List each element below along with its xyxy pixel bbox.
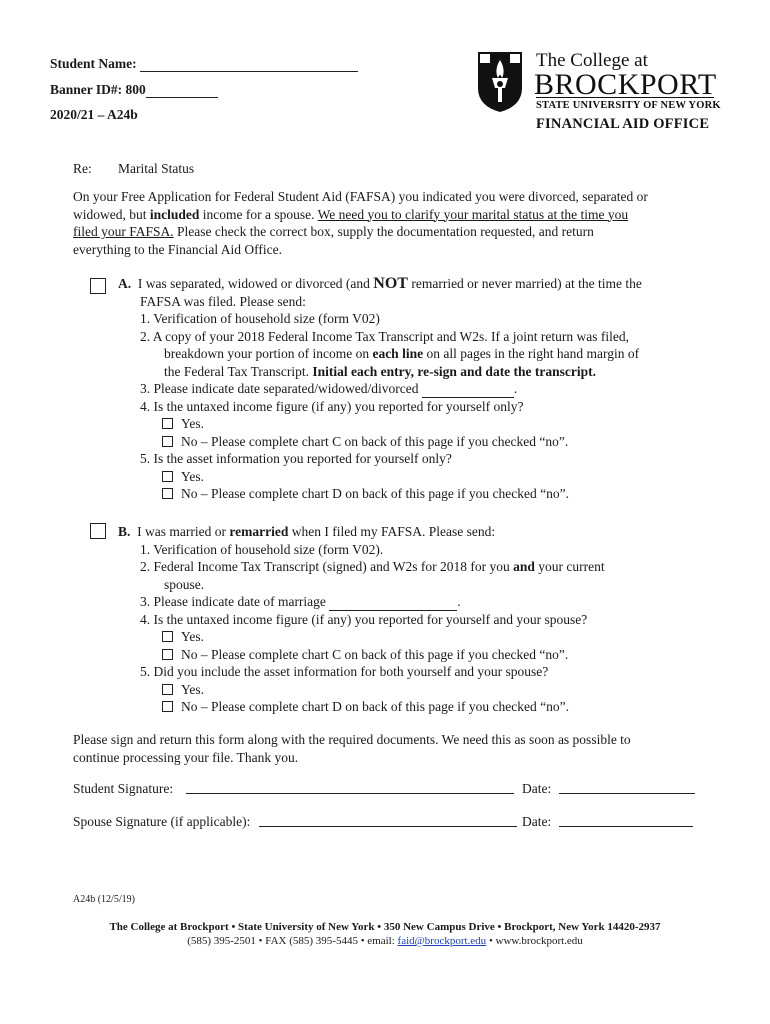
closing-paragraph: Please sign and return this form along with the required documents. We need this as soon as possible to continue processing your file. Thank you. [73, 732, 631, 765]
section-b-item5: 5. Did you include the asset information for both yourself and your spouse? [140, 664, 549, 679]
section-a-item1: 1. Verification of household size (form V02) [140, 311, 380, 326]
section-b-q4-yes-checkbox[interactable] [162, 631, 173, 642]
section-a-q4-yes-checkbox[interactable] [162, 418, 173, 429]
spouse-signature-label: Spouse Signature (if applicable): [73, 814, 251, 829]
section-a-q4-no-checkbox[interactable] [162, 436, 173, 447]
date-separated-field[interactable] [422, 385, 514, 398]
student-signature-field[interactable] [186, 793, 514, 794]
spouse-signature-field[interactable] [259, 826, 517, 827]
banner-id-field[interactable] [146, 83, 218, 98]
section-a-item5: 5. Is the asset information you reported for yourself only? [140, 451, 452, 466]
student-signature-label: Student Signature: [73, 781, 174, 796]
form-code: 2020/21 – A24b [50, 107, 138, 122]
section-b-q5-no-checkbox[interactable] [162, 701, 173, 712]
student-name-label: Student Name: [50, 56, 137, 71]
section-a-item2: 2. A copy of your 2018 Federal Income Tax Transcript and W2s. If a joint return was filed, [140, 328, 629, 344]
re-subject: Marital Status [118, 161, 195, 176]
section-b: B. I was married or remarried when I filed my FAFSA. Please send: 1. Verification of household size (form V02). 2. Federal Income Tax Transcript (signed) and W2s for 2018 for you and your current spouse. 3. Please indicate date of marriage . 4. Is the untaxed income figure (if any) you reported for yourself and your spouse? Yes. No – Please complete chart C on back of this page if you checked “no”. 5. Did you include the asset information for both yourself and your spouse? Yes. No – Please complete chart D on back of this page if you checked “no”. [118, 523, 718, 716]
logo-divider [536, 97, 714, 98]
student-date-label: Date: [522, 781, 552, 796]
section-b-letter: B. [118, 524, 131, 539]
intro-line3: filed your FAFSA. Please check the correct box, supply the documentation requested, and return [73, 224, 594, 239]
banner-id-row [50, 82, 218, 98]
logo-line4: FINANCIAL AID OFFICE [536, 116, 710, 132]
section-a-checkbox[interactable] [90, 278, 106, 294]
section-b-item4: 4. Is the untaxed income figure (if any) you reported for yourself and your spouse? [140, 611, 588, 627]
logo-line3: STATE UNIVERSITY OF NEW YORK [536, 100, 721, 111]
intro-line1: On your Free Application for Federal Student Aid (FAFSA) you indicated you were divorced, separated or [73, 189, 648, 204]
re-label: Re: [73, 161, 92, 176]
section-b-q4-no-checkbox[interactable] [162, 649, 173, 660]
brockport-torch-logo-icon [474, 48, 526, 114]
section-a-q5-yes-checkbox[interactable] [162, 471, 173, 482]
form-id: A24b (12/5/19) [73, 894, 135, 905]
logo-line2: BROCKPORT [534, 68, 717, 101]
section-a-q5-no-checkbox[interactable] [162, 488, 173, 499]
section-b-checkbox[interactable] [90, 523, 106, 539]
student-name-field[interactable] [140, 57, 358, 72]
section-a-letter: A. [118, 276, 132, 291]
spouse-date-field[interactable] [559, 826, 693, 827]
banner-id-label: Banner ID#: 800 [50, 82, 146, 97]
intro-line4: everything to the Financial Aid Office. [73, 241, 282, 257]
student-name-row [50, 56, 358, 72]
section-b-item3: 3. Please indicate date of marriage . [140, 594, 461, 609]
section-b-item2: 2. Federal Income Tax Transcript (signed) and W2s for 2018 for you and your current [140, 559, 605, 574]
spouse-date-label: Date: [522, 814, 552, 829]
intro-paragraph [73, 188, 713, 258]
intro-line2: widowed, but included income for a spouse. We need you to clarify your marital status at the time you [73, 206, 629, 222]
date-of-marriage-field[interactable] [329, 598, 457, 611]
section-a: A. I was separated, widowed or divorced (and NOT remarried or never married) at the time the FAFSA was filed. Please send: 1. Verification of household size (form V02) 2. A copy of your 2018 Federal Income Tax Transcript and W2s. If a joint return was filed, breakdown your portion of income on each line on all pages in the right hand margin of the Federal Tax Transcript. Initial each entry, re-sign and date the transcript. 3. Please indicate date separated/widowed/divorced . 4. Is the untaxed income figure (if any) you reported for yourself only? Yes. No – Please complete chart C on back of this page if you checked “no”. 5. Is the asset information you reported for yourself only? Yes. No – Please complete chart D on back of this page if you checked “no”. [118, 275, 718, 503]
section-b-item1: 1. Verification of household size (form V02). [140, 541, 384, 557]
footer-email-link[interactable]: faid@brockport.edu [397, 935, 487, 947]
footer-contact: (585) 395-2501 • FAX (585) 395-5445 • email: faid@brockport.edu • www.brockport.edu [187, 935, 583, 947]
footer-address: The College at Brockport • State University of New York • 350 New Campus Drive • Brockport, New York 14420-2937 [109, 921, 661, 933]
section-a-item4: 4. Is the untaxed income figure (if any) you reported for yourself only? [140, 398, 524, 414]
student-date-field[interactable] [559, 793, 695, 794]
logo-line1: The College at [536, 50, 648, 71]
section-b-q5-yes-checkbox[interactable] [162, 684, 173, 695]
section-a-item3: 3. Please indicate date separated/widowed/divorced . [140, 381, 518, 396]
